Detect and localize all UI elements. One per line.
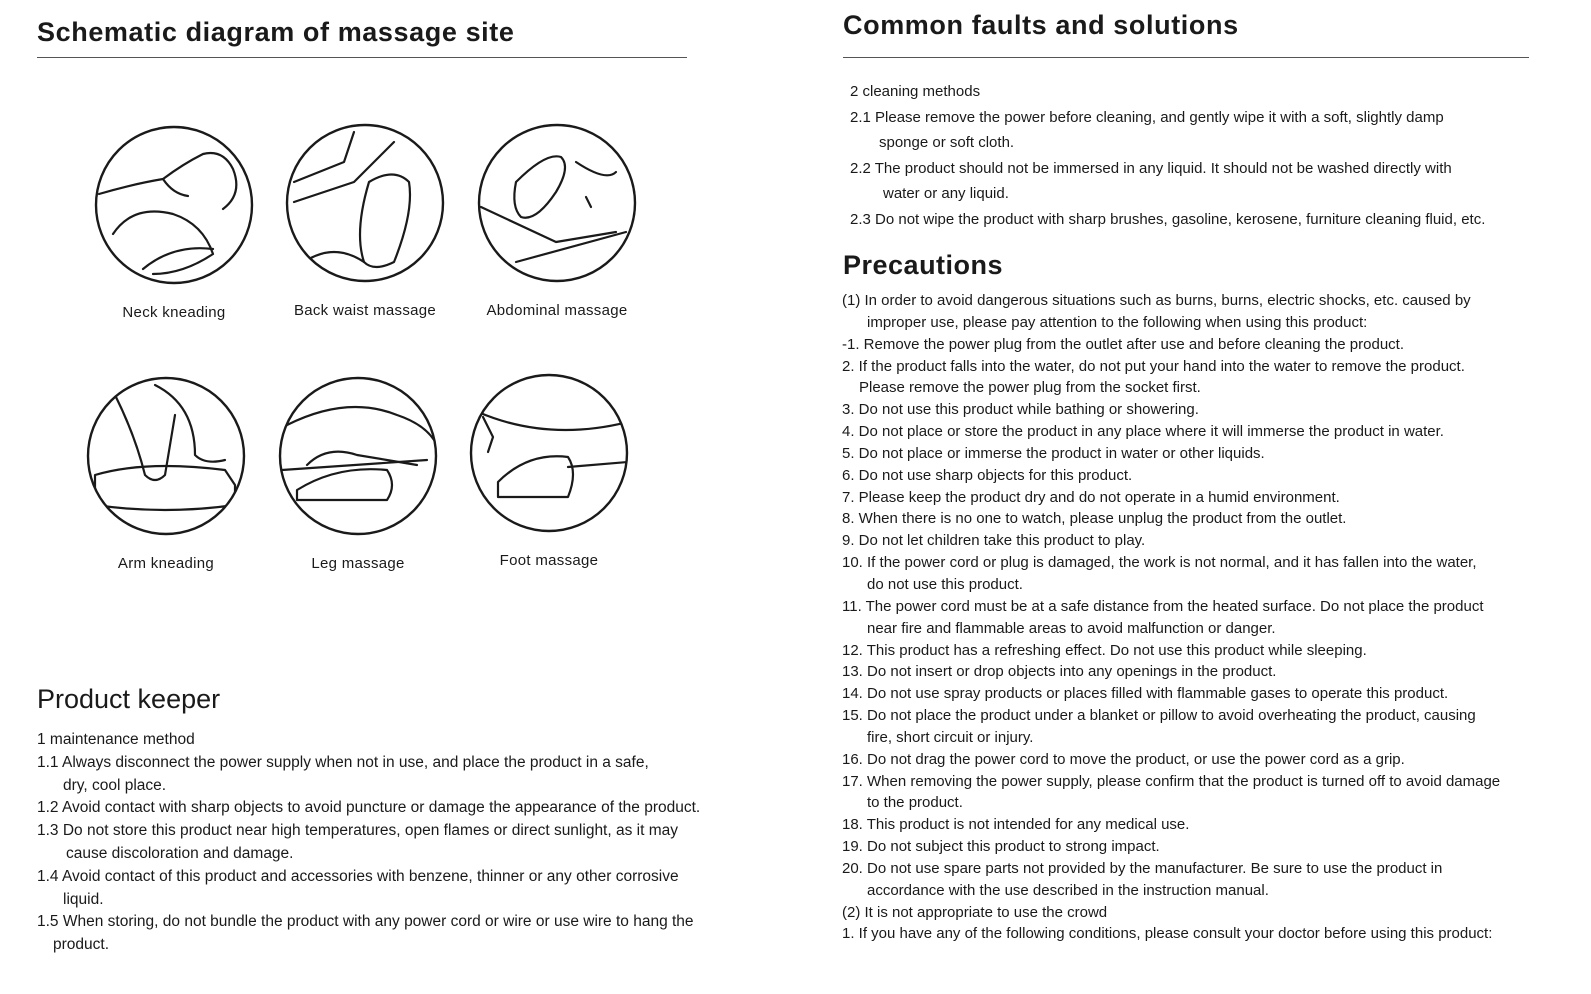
text-line: 8. When there is no one to watch, please unplug the product from the outlet. — [842, 510, 1347, 528]
text-line: to the product. — [867, 794, 963, 812]
text-line: Please remove the power plug from the socket first. — [859, 379, 1201, 397]
back-waist-icon — [284, 122, 446, 284]
text-line: near fire and flammable areas to avoid malfunction or danger. — [867, 619, 1276, 637]
text-line: 7. Please keep the product dry and do not operate in a humid environment. — [842, 488, 1340, 506]
abdominal-icon — [476, 122, 638, 284]
text-line: 9. Do not let children take this product to play. — [842, 532, 1146, 550]
text-line: 2 cleaning methods — [850, 83, 981, 100]
figure-caption: Arm kneading — [117, 555, 215, 572]
schematic-title-rule — [37, 57, 687, 58]
text-line: 1.4 Avoid contact of this product and accessories with benzene, thinner or any other corrosive — [37, 867, 679, 885]
text-line: 10. If the power cord or plug is damaged, the work is not normal, and it has fallen into the water, — [842, 554, 1477, 572]
figure-neck-kneading — [89, 124, 259, 321]
figure-leg-massage — [273, 375, 443, 572]
text-line: (1) In order to avoid dangerous situations such as burns, burns, electric shocks, etc. caused by — [842, 292, 1471, 309]
figure-caption: Leg massage — [311, 555, 405, 572]
text-line: 2.1 Please remove the power before cleaning, and gently wipe it with a soft, slightly damp — [850, 108, 1444, 126]
precautions-text — [842, 290, 1500, 945]
figure-caption: Abdominal massage — [486, 302, 628, 319]
text-line: 1.3 Do not store this product near high temperatures, open flames or direct sunlight, as it may — [37, 822, 678, 840]
text-line: water or any liquid. — [883, 185, 1009, 203]
precautions-title: Precautions — [843, 250, 1004, 280]
figure-abdominal — [472, 122, 642, 319]
text-line: 13. Do not insert or drop objects into any openings in the product. — [842, 663, 1277, 681]
text-line: product. — [53, 936, 110, 954]
faults-title-rule — [843, 57, 1529, 58]
text-line: 1. If you have any of the following conditions, please consult your doctor before using this product: — [842, 925, 1493, 943]
cleaning-methods-text — [850, 79, 1485, 233]
text-line: improper use, please pay attention to the following when using this product: — [867, 313, 1368, 331]
text-line: 5. Do not place or immerse the product in water or other liquids. — [842, 444, 1265, 462]
schematic-title: Schematic diagram of massage site — [37, 17, 515, 47]
figure-back-waist — [280, 122, 450, 319]
figure-foot-massage — [464, 372, 634, 569]
text-line: accordance with the use described in the instruction manual. — [867, 881, 1269, 899]
arm-kneading-icon — [85, 375, 247, 537]
text-line: 2. If the product falls into the water, do not put your hand into the water to remove the product. — [842, 357, 1465, 375]
text-line: liquid. — [63, 890, 104, 908]
text-line: 1.2 Avoid contact with sharp objects to avoid puncture or damage the appearance of the product. — [37, 799, 701, 817]
figure-arm-kneading — [81, 375, 251, 572]
text-line: 1.1 Always disconnect the power supply when not in use, and place the product in a safe, — [37, 753, 649, 771]
figure-caption: Neck kneading — [122, 304, 226, 321]
text-line: dry, cool place. — [63, 776, 167, 794]
text-line: 2.3 Do not wipe the product with sharp brushes, gasoline, kerosene, furniture cleaning fluid, etc. — [850, 210, 1486, 228]
text-line: 3. Do not use this product while bathing or showering. — [842, 401, 1199, 419]
product-keeper-title: Product keeper — [37, 684, 221, 714]
text-line: fire, short circuit or injury. — [867, 728, 1034, 746]
text-line: -1. Remove the power plug from the outlet after use and before cleaning the product. — [842, 335, 1405, 353]
text-line: sponge or soft cloth. — [879, 134, 1015, 152]
text-line: 20. Do not use spare parts not provided by the manufacturer. Be sure to use the product in — [842, 859, 1443, 877]
leg-massage-icon — [277, 375, 439, 537]
figure-caption: Foot massage — [499, 552, 599, 569]
product-keeper-text — [37, 729, 700, 957]
text-line: 1 maintenance method — [37, 731, 195, 748]
text-line: 11. The power cord must be at a safe distance from the heated surface. Do not place the product — [842, 597, 1484, 615]
text-line: 2.2 The product should not be immersed in any liquid. It should not be washed directly with — [850, 159, 1452, 177]
text-line: do not use this product. — [867, 575, 1023, 593]
faults-title: Common faults and solutions — [843, 10, 1239, 40]
text-line: 6. Do not use sharp objects for this product. — [842, 466, 1133, 484]
text-line: 17. When removing the power supply, please confirm that the product is turned off to avoid damage — [842, 772, 1501, 790]
text-line: 16. Do not drag the power cord to move the product, or use the power cord as a grip. — [842, 750, 1405, 768]
text-line: 1.5 When storing, do not bundle the product with any power cord or wire or use wire to hang the — [37, 913, 694, 931]
text-line: 15. Do not place the product under a blanket or pillow to avoid overheating the product, causing — [842, 707, 1476, 725]
text-line: 14. Do not use spray products or places filled with flammable gases to operate this product. — [842, 685, 1449, 703]
text-line: 12. This product has a refreshing effect. Do not use this product while sleeping. — [842, 641, 1367, 659]
text-line: 19. Do not subject this product to strong impact. — [842, 838, 1160, 856]
text-line: 18. This product is not intended for any medical use. — [842, 816, 1190, 834]
text-line: (2) It is not appropriate to use the crowd — [842, 903, 1108, 921]
figure-caption: Back waist massage — [293, 302, 437, 319]
neck-kneading-icon — [93, 124, 255, 286]
text-line: 4. Do not place or store the product in any place where it will immerse the product in water. — [842, 423, 1444, 441]
foot-massage-icon — [468, 372, 630, 534]
text-line: cause discoloration and damage. — [66, 844, 294, 862]
